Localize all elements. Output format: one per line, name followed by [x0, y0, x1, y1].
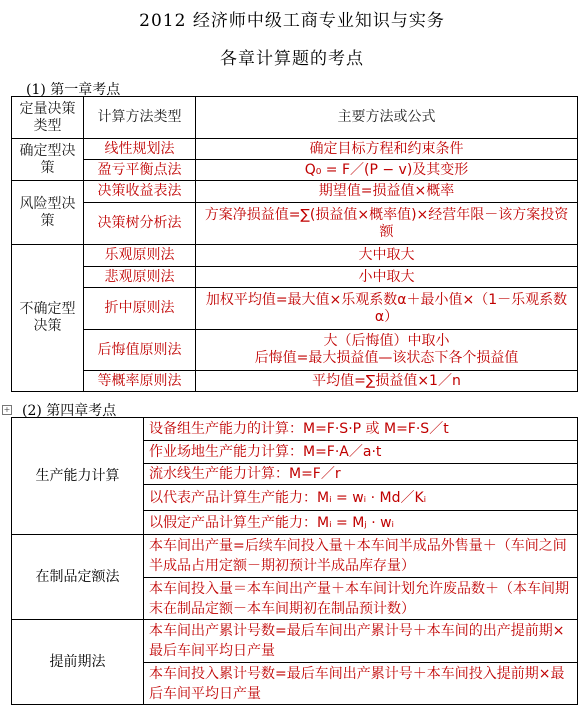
table-row: [12, 181, 578, 203]
formula-cell: 流水线生产能力计算：M=F／r: [144, 464, 578, 485]
page-subtitle: 各章计算题的考点: [220, 49, 364, 69]
formula-cell: 平均值=∑损益值×1／n: [196, 371, 578, 392]
decision-type-cell: 确定型决策: [12, 139, 84, 181]
formula-line: 大（后悔值）中取小: [323, 333, 450, 349]
formula-cell: 本车间出产累计号数=最后车间出产累计号＋本车间的出产提前期×最后车间平均日产量: [144, 620, 578, 663]
formula-cell: 确定目标方程和约束条件: [196, 139, 578, 160]
table-row: [12, 620, 578, 663]
method-cell: 折中原则法: [84, 288, 196, 330]
method-cell: 线性规划法: [84, 139, 196, 160]
table-row: [12, 160, 578, 181]
method-cell: 决策收益表法: [84, 181, 196, 203]
table-row: [12, 203, 578, 245]
method-cell: 悲观原则法: [84, 267, 196, 288]
header-method-type: 计算方法类型: [84, 97, 196, 139]
formula-cell: 本车间投入累计号数=最后车间出产累计号＋本车间投入提前期×最后车间平均日产量: [144, 663, 578, 705]
method-cell: 盈亏平衡点法: [84, 160, 196, 181]
method-cell: 后悔值原则法: [84, 330, 196, 371]
method-cell: 等概率原则法: [84, 371, 196, 392]
table-row: [12, 535, 578, 578]
formula-cell: 小中取大: [196, 267, 578, 288]
table-row: [12, 330, 578, 371]
method-cell: 决策树分析法: [84, 203, 196, 245]
formula-cell: Q₀ = F／(P − v)及其变形: [196, 160, 578, 181]
table-row: [12, 288, 578, 330]
formula-cell: 大中取大: [196, 245, 578, 267]
method-cell: 乐观原则法: [84, 245, 196, 267]
formula-line: 后悔值=最大损益值—该状态下各个损益值: [254, 350, 519, 366]
formula-cell: 期望值=损益值×概率: [196, 181, 578, 203]
formula-cell: 作业场地生产能力计算：M=F·A／a·t: [144, 441, 578, 464]
table-header-row: [12, 97, 578, 139]
formula-cell: 加权平均值=最大值×乐观系数α＋最小值×（1－乐观系数α）: [196, 288, 578, 330]
formula-cell: [196, 330, 578, 371]
formula-cell: 方案净损益值=∑(损益值×概率值)×经营年限－该方案投资额: [196, 203, 578, 245]
header-decision-type: 定量决策类型: [12, 97, 84, 139]
page-title: 2012 经济师中级工商专业知识与实务: [139, 11, 445, 31]
category-cell: 提前期法: [12, 620, 144, 705]
formula-cell: 本车间出产量=后续车间投入量＋本车间半成品外售量＋（车间之间半成品占用定额－期初预计半成品库存量）: [144, 535, 578, 578]
chapter4-table: [11, 417, 578, 705]
section-heading-chapter1: (1) 第一章考点: [26, 82, 121, 98]
formula-cell: 以代表产品计算生产能力：Mᵢ = wᵢ · Md／Kᵢ: [144, 485, 578, 511]
formula-cell: 以假定产品计算生产能力：Mᵢ = Mⱼ · wᵢ: [144, 511, 578, 535]
chapter1-table: [11, 96, 578, 392]
formula-cell: 本车间投入量＝本车间出产量＋本车间计划允许废品数＋（本车间期末在制品定额－本车间期初在制品预计数）: [144, 578, 578, 620]
table-row: [12, 371, 578, 392]
table-row: [12, 245, 578, 267]
table-row: [12, 418, 578, 441]
decision-type-cell: 风险型决策: [12, 181, 84, 245]
formula-cell: 设备组生产能力的计算：M=F·S·P 或 M=F·S／t: [144, 418, 578, 441]
category-cell: 在制品定额法: [12, 535, 144, 620]
table-row: [12, 267, 578, 288]
header-formula: 主要方法或公式: [196, 97, 578, 139]
category-cell: 生产能力计算: [12, 418, 144, 535]
section-heading-chapter4: (2) 第四章考点: [22, 403, 117, 419]
table-move-handle-icon[interactable]: +: [3, 405, 11, 414]
table-row: [12, 139, 578, 160]
decision-type-cell: 不确定型决策: [12, 245, 84, 392]
